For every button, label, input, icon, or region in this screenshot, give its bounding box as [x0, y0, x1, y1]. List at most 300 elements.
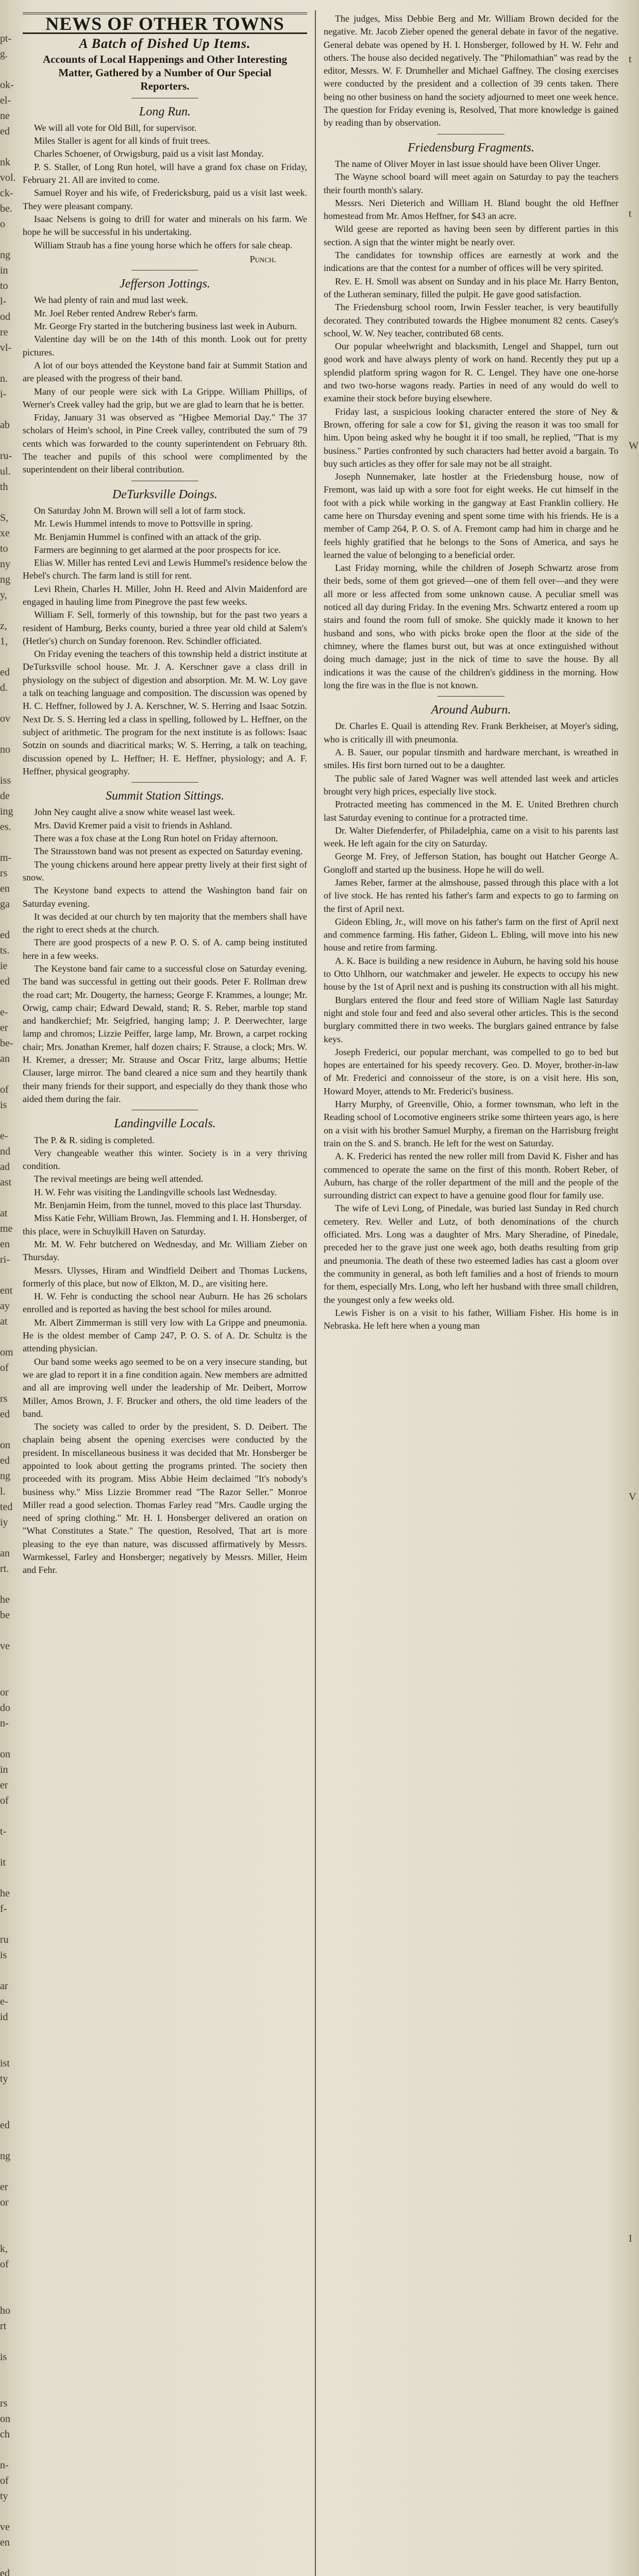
margin-fragment	[0, 1731, 18, 1747]
margin-fragment	[629, 1211, 639, 1226]
news-item: The Keystone band fair came to a successful close on Saturday evening. The band was successful in getting out their goods. Peter F. Rollman drew the road cart; Mr. Dougerty, the harness; George F. Krammes, a lounge; Mr. Orwig, camp chair; Edward Dewald, stand; R. S. Reber, marble top stand and handkerchief; Mr. Seigfried, hanging lamp; J. P. Deerwechter, large lamp and chromos; Lizzie Peiffer, large lamp, Mr. Brown, a carpet rocking chair; Mrs. Jonathan Kremer, half dozen chairs; F. Strause, a clock; Mrs. W. H. Kremer, a dresser; Mr. Strause and Oscar Fritz, large albums; Hettie Clauser, large mirror. The band cleared a nice sum and they heartily thank their many friends for their support, and especially do they thank those who aided them during the fair.	[23, 963, 307, 1104]
news-item: Charles Schoener, of Orwigsburg, paid us a visit last Monday.	[34, 148, 264, 159]
margin-fragment: vol.	[0, 172, 16, 183]
margin-fragment	[629, 129, 639, 144]
margin-fragment	[629, 608, 639, 623]
news-item: The revival meetings are being well attended.	[34, 1174, 204, 1184]
margin-fragment: er	[0, 1022, 8, 1033]
margin-fragment	[629, 1937, 639, 1953]
margin-fragment	[0, 1329, 18, 1345]
margin-fragment: t	[629, 54, 632, 65]
margin-fragment	[0, 2102, 18, 2117]
margin-fragment: vl-	[0, 342, 12, 353]
margin-fragment: y,	[0, 589, 7, 601]
section-title: Long Run.	[139, 105, 191, 118]
margin-fragment: at	[0, 1316, 8, 1327]
margin-fragment	[629, 1551, 639, 1566]
margin-fragment	[629, 299, 639, 314]
margin-fragment: d.	[0, 682, 8, 693]
news-item: There was a fox chase at the Long Run hotel on Friday afternoon.	[34, 833, 278, 844]
margin-fragment	[0, 649, 18, 665]
margin-fragment	[629, 392, 639, 407]
section-divider	[438, 696, 505, 697]
margin-fragment: rt	[0, 2320, 7, 2332]
margin-fragment	[629, 963, 639, 979]
margin-fragment	[629, 82, 639, 98]
news-item: Friday last, a suspicious looking character entered the store of Ney & Brown, offering for sale a cow for $1, giving the reason it was too small for him. Upon being asked why he bought it if too small, he replied, "That is my business." Parties confronted by such characters had better avoid a bargain. To buy such articles as they offer for sale may not be all straight.	[324, 406, 618, 469]
margin-fragment: n-	[0, 1718, 9, 1729]
margin-fragment	[629, 2076, 639, 2092]
margin-fragment	[0, 139, 18, 155]
margin-fragment	[629, 1504, 639, 1520]
news-item: The society was called to order by the president, S. D. Deibert. The chaplain being absent the opening exercises were conducted by the president. In miscellaneous business it was decided that Mr. Honsberger be appointed to look about getting the programs printed. The society then proceeded with its program. Miss Abbie Heim declaimed "It's nobody's business why." Miss Lizzie Brommer read "The Razor Seller." Monroe Miller read a good selection. Thomas Farley read "Mrs. Caudle urging the need of spring clothing." Mr. H. I. Honsberger delivered an oration on "What Constitutes a State." The question, Resolved, That art is more pleasing to the eye than nature, was discussed affirmatively by Messrs. Warmkessel, Farley and Honsberger; negatively by Messrs. Miller, Heim and Fehr.	[23, 1421, 307, 1575]
news-item: The young chickens around here appear pretty lively at their first sight of snow.	[23, 859, 307, 883]
margin-fragment	[629, 1118, 639, 1133]
margin-fragment: th	[0, 481, 8, 493]
margin-fragment: ed	[0, 126, 10, 137]
margin-fragment	[0, 1530, 18, 1546]
margin-fragment: is	[0, 1950, 7, 1961]
margin-fragment: on	[0, 2413, 10, 2425]
left-column	[23, 12, 307, 2576]
margin-fragment: nd	[0, 1146, 10, 1157]
margin-fragment	[629, 1875, 639, 1891]
news-item: A. K. Frederici has rented the new roller mill from David K. Fisher and has commenced to operate the same on the first of this month. Robert Reber, of Auburn, has charge of the roller department of the mill and the people of the surrounding district can expect to have a genuine good flour for family use.	[324, 1151, 618, 1201]
margin-fragment: er	[0, 1780, 8, 1791]
margin-fragment: ng	[0, 249, 10, 261]
margin-fragment	[629, 175, 639, 191]
margin-fragment: ru	[0, 1934, 9, 1945]
news-item: Last Friday morning, while the children of Joseph Schwartz arose from their beds, some of them got grieved—one of them fell over—and they were all more or less affected from some unknown cause. A peculiar smell was noticed all day during Friday. In the evening Mrs. Schwartz entered a room up stairs and found the room full of smoke. She quickly made it known to her husband and sons, who with picks broke open the floor at the side of the chimney, where the flames burst out, but was at once extinguished without doing much damage; just in the nick of time to save the house. By all indications it was the cause of the children's giddiness in the morning. How long the fire was in the flue is not known.	[324, 563, 618, 690]
news-item: Rev. E. H. Smoll was absent on Sunday and in his place Mr. Harry Benton, of the Lutheran seminary, filled the pulpit. He gave good satisfaction.	[324, 276, 618, 299]
margin-fragment: of	[0, 1795, 9, 1806]
margin-fragment	[629, 2014, 639, 2030]
margin-fragment: is	[0, 1099, 7, 1111]
margin-fragment: ab	[0, 419, 10, 431]
margin-fragment: ed	[0, 976, 10, 987]
margin-fragment	[629, 1582, 639, 1597]
right-margin-fragments	[629, 21, 639, 2576]
margin-fragment	[629, 1953, 639, 1968]
margin-fragment	[629, 1056, 639, 1072]
margin-fragment	[0, 1190, 18, 1206]
margin-fragment	[629, 1350, 639, 1365]
margin-fragment	[629, 1798, 639, 1814]
margin-fragment	[629, 422, 639, 438]
margin-fragment: W	[629, 440, 638, 451]
news-item: Gideon Ebling, Jr., will move on his father's farm on the first of April next and commence farming. His father, Gideon L. Ebling, will move into his new house and retire from farming.	[324, 916, 618, 953]
margin-fragment	[629, 1365, 639, 1381]
news-item: Valentine day will be on the 14th of this month. Look out for pretty pictures.	[23, 334, 307, 358]
margin-fragment: at	[0, 1208, 8, 1219]
margin-fragment	[0, 1267, 18, 1283]
margin-fragment: rs	[0, 1393, 8, 1404]
margin-fragment	[0, 1623, 18, 1638]
margin-fragment: e-	[0, 1996, 8, 2007]
margin-fragment	[0, 603, 18, 618]
margin-fragment	[629, 716, 639, 732]
margin-fragment	[629, 98, 639, 113]
news-item: Protracted meeting has commenced in the M. E. United Brethren church last Saturday evening to continue for a protracted time.	[324, 799, 618, 823]
margin-fragment	[0, 835, 18, 850]
margin-fragment	[629, 855, 639, 871]
margin-fragment: od	[0, 311, 10, 323]
margin-fragment: iss	[0, 775, 11, 786]
news-item: The name of Oliver Moyer in last issue should have been Oliver Unger.	[335, 158, 601, 169]
margin-fragment	[629, 1829, 639, 1844]
margin-fragment	[629, 701, 639, 716]
margin-fragment	[0, 2087, 18, 2102]
margin-fragment: ul.	[0, 466, 11, 477]
margin-fragment: re	[0, 327, 8, 338]
news-item: A. B. Sauer, our popular tinsmith and hardware merchant, is wreathed in smiles. His first born turned out to be a daughter.	[324, 747, 618, 771]
news-item: We had plenty of rain and mud last week.	[34, 295, 188, 306]
margin-fragment	[629, 1319, 639, 1334]
margin-fragment	[629, 2184, 639, 2200]
margin-fragment	[629, 283, 639, 299]
margin-fragment: ri-	[0, 1254, 10, 1265]
margin-fragment: an	[0, 1053, 10, 1064]
margin-fragment	[0, 2164, 18, 2179]
margin-fragment: l-	[0, 296, 7, 307]
page-title: NEWS OF OTHER TOWNS	[23, 12, 307, 34]
margin-fragment: is	[0, 2351, 7, 2363]
margin-fragment	[629, 2092, 639, 2107]
margin-fragment	[629, 793, 639, 809]
margin-fragment	[629, 1721, 639, 1736]
margin-fragment: er	[0, 2181, 8, 2193]
margin-fragment: no	[0, 744, 10, 755]
margin-fragment: on	[0, 1439, 10, 1451]
margin-fragment	[629, 1443, 639, 1458]
margin-fragment: ed	[0, 2568, 10, 2576]
news-item: Our band some weeks ago seemed to be on a very insecure standing, but we are glad to report it in a fine condition again. New members are admitted and all are improving well under the leadership of Mr. Deibert, Morrow Miller, Amos Brown, J. F. Brucker and others, the old time leaders of the band.	[23, 1356, 307, 1419]
margin-fragment	[629, 1195, 639, 1211]
margin-fragment	[629, 515, 639, 531]
margin-fragment	[629, 1597, 639, 1613]
margin-fragment	[0, 2550, 18, 2566]
margin-fragment: ted	[0, 1501, 13, 1513]
margin-fragment	[629, 886, 639, 902]
margin-fragment	[629, 531, 639, 546]
margin-fragment	[629, 762, 639, 778]
margin-fragment: in	[0, 265, 8, 276]
margin-fragment: or	[0, 2197, 9, 2208]
margin-fragment	[0, 1839, 18, 1855]
margin-fragment: id	[0, 2011, 8, 2023]
margin-fragment	[0, 2210, 18, 2226]
news-item: The judges, Miss Debbie Berg and Mr. William Brown decided for the negative. Mr. Jacob Zieber opened the general debate in favor of the negative. General debate was opened by H. I. Honsberger, followed by H. W. Fehr and others. The house also decided negatively. The "Philomathian" was read by the editor, Messrs. W. F. Drumheller and Michael Gaffney. The closing exercises were conducted by the president and a collection of 39 cents taken. There being no other business on hand the society adjourned to meet one week hence. The question for Friday evening is, Resolved, That more knowledge is gained by reading than by observation.	[324, 13, 618, 128]
margin-fragment	[0, 1113, 18, 1128]
news-item: Farmers are beginning to get alarmed at the poor prospects for ice.	[34, 544, 281, 555]
column-divider	[315, 10, 316, 2576]
margin-fragment	[629, 2045, 639, 2061]
margin-fragment	[629, 979, 639, 994]
margin-fragment	[629, 1968, 639, 1984]
margin-fragment	[0, 2040, 18, 2056]
margin-fragment	[0, 433, 18, 448]
margin-fragment: in	[0, 1764, 8, 1775]
margin-fragment	[0, 2334, 18, 2349]
news-item: It was decided at our church by ten majority that the members shall have the right to erect sheds at the church.	[23, 911, 307, 935]
news-item: James Reber, farmer at the almshouse, passed through this place with a lot of live stock. He has rented his father's farm and expects to go to farming on the first of April next.	[324, 877, 618, 914]
news-item: Mr. George Fry started in the butchering business last week in Auburn.	[34, 321, 297, 332]
margin-fragment: be	[0, 1609, 10, 1621]
margin-fragment: iy	[0, 1517, 8, 1528]
margin-fragment	[629, 670, 639, 685]
news-item: Elias W. Miller has rented Levi and Lewis Hummel's residence below the Hebel's church. The farm land is still for rent.	[23, 557, 307, 581]
margin-fragment: ny	[0, 558, 10, 570]
margin-fragment	[629, 1180, 639, 1195]
margin-fragment	[629, 1288, 639, 1303]
news-item: H. W. Fehr is conducting the school near Auburn. He has 26 scholars enrolled and is reported as having the best school for miles around.	[23, 1291, 307, 1315]
margin-fragment	[629, 113, 639, 129]
margin-fragment: ng	[0, 574, 10, 585]
margin-fragment	[629, 2138, 639, 2154]
margin-fragment	[629, 1767, 639, 1783]
news-item: Joseph Nunnemaker, late hostler at the Friedensburg house, now of Fremont, was laid up with a sore foot for eight weeks. He cut himself in the foot with a pick while working in the gangway at East Franklin colliery. He came here on Thursday evening and spent some time with his friends. He is a member of Camp 264, P. O. S. of A. Fremont camp had him in charge and he feels highly gratified that he belongs to the Sons of America, and says he learned the value of belonging to a beneficial order.	[324, 471, 618, 560]
margin-fragment: ts.	[0, 945, 10, 956]
margin-fragment: rs	[0, 2398, 8, 2409]
margin-fragment	[629, 994, 639, 1010]
margin-fragment: e-	[0, 1130, 8, 1142]
margin-fragment	[629, 1473, 639, 1489]
news-item: Wild geese are reported as having been seen by different parties in this section. A sign that the winter might be nearly over.	[324, 224, 618, 247]
news-item: The Wayne school board will meet again on Saturday to pay the teachers their fourth month's salary.	[324, 172, 618, 195]
news-item: Messrs. Ulysses, Hiram and Windfield Deibert and Thomas Luckens, formerly of this place, but now of Elkton, M. D., are visiting here.	[23, 1265, 307, 1289]
margin-fragment	[629, 1257, 639, 1273]
margin-fragment	[0, 2272, 18, 2287]
margin-fragment	[0, 402, 18, 417]
margin-fragment	[629, 407, 639, 422]
margin-fragment: ent	[0, 1285, 13, 1296]
margin-fragment	[629, 21, 639, 36]
margin-fragment	[0, 1669, 18, 1685]
margin-fragment	[629, 268, 639, 283]
margin-fragment: do	[0, 1702, 10, 1714]
margin-fragment	[629, 1922, 639, 1937]
margin-fragment: om	[0, 1347, 13, 1358]
margin-fragment: he	[0, 1888, 10, 1899]
margin-fragment	[0, 726, 18, 742]
margin-fragment	[629, 917, 639, 933]
correspondent-signature: Punch.	[249, 253, 276, 264]
margin-fragment: m-	[0, 852, 12, 863]
margin-fragment	[629, 469, 639, 484]
margin-fragment	[629, 778, 639, 793]
news-section	[23, 270, 307, 476]
margin-fragment	[629, 330, 639, 345]
news-item: We will all vote for Old Bill, for supervisor.	[34, 122, 197, 133]
section-title: Around Auburn.	[431, 703, 511, 717]
margin-fragment	[629, 1814, 639, 1829]
margin-fragment	[629, 1659, 639, 1674]
margin-fragment	[629, 933, 639, 948]
news-item: Joseph Frederici, our popular merchant, was compelled to go to bed but hopes are entertained for his speedy recovery. Geo. D. Moyer, brother-in-law of Mr. Frederici and connoisseur of the store, is on a visit here. His son, Howard Moyer, attends to Mr. Frederici's business.	[324, 1046, 618, 1096]
margin-fragment: of	[0, 1362, 9, 1374]
margin-fragment	[0, 1808, 18, 1824]
margin-fragment	[0, 1917, 18, 1932]
margin-fragment	[0, 2133, 18, 2148]
news-item: Mr. Benjamin Hummel is confined with an attack of the grip.	[34, 531, 261, 542]
section-title: Landingville Locals.	[114, 1117, 216, 1131]
margin-fragment	[0, 757, 18, 773]
margin-fragment	[0, 2287, 18, 2303]
news-item: Miss Katie Fehr, William Brown, Jas. Flemming and I. H. Honsberger, of this place, were in Schuylkill Haven on Saturday.	[23, 1213, 307, 1236]
margin-fragment	[0, 2504, 18, 2519]
news-item: Mr. Benjamin Heim, from the tunnel, moved to this place last Thursday.	[34, 1200, 301, 1211]
news-item: The wife of Levi Long, of Pinedale, was buried last Sunday in Red church cemetery. Rev. Weller and Lutz, of both denominations of the church officiated. Mrs. Long was a daughter of Mrs. Mary Sheradine, of Pinedale, preceded her to the grave just one week ago, both deaths resulting from grip and pneumonia. The death of these two esteemed ladies has cast a gloom over the community in general, as both left families and a host of friends to mourn for them, especially Mrs. Long, who left her husband with three small children, the youngest only a few weeks old.	[324, 1203, 618, 1305]
margin-fragment	[629, 36, 639, 52]
margin-fragment	[629, 1427, 639, 1443]
margin-fragment	[629, 809, 639, 824]
margin-fragment	[629, 361, 639, 376]
margin-fragment	[629, 2200, 639, 2215]
news-section	[23, 481, 307, 778]
news-item: Mr. M. W. Fehr butchered on Wednesday, and Mr. William Zieber on Thursday.	[23, 1239, 307, 1263]
margin-fragment: el-	[0, 95, 11, 106]
margin-fragment: ad	[0, 1161, 10, 1173]
news-item: There are good prospects of a new P. O. S. of A. camp being instituted here in a few weeks.	[23, 937, 307, 961]
news-section	[324, 696, 618, 1332]
subheadline: A Batch of Dished Up Items.	[79, 36, 251, 52]
margin-fragment: z,	[0, 620, 7, 632]
margin-fragment	[629, 222, 639, 237]
margin-fragment	[629, 1674, 639, 1690]
margin-fragment	[629, 824, 639, 840]
margin-fragment	[629, 685, 639, 701]
left-margin-fragments	[0, 31, 18, 2576]
news-item: Lewis Fisher is on a visit to his father, William Fisher. His home is in Nebraska. He left here when a young man	[324, 1307, 618, 1331]
section-title: DeTurksville Doings.	[112, 487, 217, 501]
news-item: Dr. Charles E. Quail is attending Rev. Frank Berkheiser, at Moyer's siding, who is critically ill with pneumonia.	[324, 721, 618, 744]
left-sections	[23, 106, 307, 1577]
margin-fragment: ed	[0, 2120, 10, 2131]
margin-fragment	[629, 2061, 639, 2076]
margin-fragment: ng	[0, 2150, 10, 2162]
margin-fragment	[629, 840, 639, 855]
news-item: The Friedensburg school room, Irwin Fessler teacher, is very beautifully decorated. They contributed towards the Higbee monument 82 cents. Casey's school, W. W. Ney teacher, contributed 68 cents.	[324, 302, 618, 338]
margin-fragment	[629, 1334, 639, 1350]
news-item: Samuel Royer and his wife, of Fredericksburg, paid us a visit last week. They were pleasant company.	[23, 188, 307, 211]
section-title: Jefferson Jottings.	[120, 277, 210, 291]
news-item: A. K. Bace is building a new residence in Auburn, he having sold his house to Otto Uhlhorn, our watchmaker and jeweler. He expects to occupy his new house by the 1st of April next and is pushing its construction with all his might.	[324, 955, 618, 992]
margin-fragment	[629, 562, 639, 577]
margin-fragment: ed	[0, 667, 10, 678]
margin-fragment: ck-	[0, 188, 13, 199]
margin-fragment: an	[0, 1548, 10, 1559]
margin-fragment: ar	[0, 1980, 8, 1992]
margin-fragment	[629, 252, 639, 268]
margin-fragment	[629, 871, 639, 886]
margin-fragment	[629, 1705, 639, 1721]
margin-fragment	[629, 1736, 639, 1752]
margin-fragment	[0, 1376, 18, 1391]
margin-fragment	[629, 1844, 639, 1860]
margin-fragment: ty	[0, 2490, 8, 2502]
margin-fragment: xe	[0, 528, 10, 539]
news-item: William Straub has a fine young horse which he offers for sale cheap.	[34, 240, 293, 250]
margin-fragment: 1,	[0, 636, 8, 647]
margin-fragment: it	[0, 1857, 6, 1868]
margin-fragment	[0, 2226, 18, 2241]
margin-fragment	[629, 1242, 639, 1257]
margin-fragment	[629, 1087, 639, 1103]
margin-fragment: n.	[0, 373, 8, 384]
margin-fragment	[629, 948, 639, 963]
news-item: John Ney caught alive a snow white weasel last week.	[34, 807, 235, 818]
margin-fragment	[629, 1891, 639, 1906]
margin-fragment	[629, 1025, 639, 1041]
margin-fragment	[0, 2365, 18, 2380]
margin-fragment	[629, 376, 639, 392]
margin-fragment	[0, 2380, 18, 2396]
margin-fragment	[629, 1072, 639, 1087]
margin-fragment	[629, 314, 639, 330]
margin-fragment	[629, 1999, 639, 2014]
margin-fragment	[0, 2025, 18, 2040]
news-item: Mrs. David Kremer paid a visit to friends in Ashland.	[34, 820, 232, 831]
margin-fragment: ay	[0, 1300, 10, 1312]
margin-fragment: ho	[0, 2305, 10, 2316]
news-item: A lot of our boys attended the Keystone band fair at Summit Station and are pleased with the progress of their band.	[23, 360, 307, 384]
margin-fragment	[629, 577, 639, 592]
margin-fragment: of	[0, 2259, 9, 2270]
margin-fragment: ist	[0, 2058, 10, 2069]
margin-fragment: en	[0, 883, 10, 894]
margin-fragment: t-	[0, 1826, 7, 1837]
margin-fragment	[0, 1066, 18, 1082]
margin-fragment: to	[0, 280, 8, 292]
margin-fragment: ng	[0, 1470, 10, 1482]
margin-fragment: ed	[0, 1409, 10, 1420]
news-item: On Friday evening the teachers of this township held a district institute at DeTurksville school house. Mr. J. A. Kerschner gave a class drill in physiology on the subject of digestion and absorption. Mr. M. W. Loy gave a talk on teaching language and composition. The discussion was opened by H. C. Heffner, followed by J. A. Kerschner, W. S. Herring and Isaac Sotzin. Next Dr. S. S. Herring led a class in spelling, followed by L. Heffner, on the subject of arithmetic. The program for the next institute is as follows: Isaac Sotzin on sounds and diacritical marks; W. S. Herring, a talk on teaching, discussion opened by L. Heffner; H. E. Heffner, physiology; and A. F. Heffner, physical geography.	[23, 649, 307, 776]
margin-fragment	[629, 1690, 639, 1705]
margin-fragment	[629, 1628, 639, 1643]
margin-fragment	[0, 1654, 18, 1669]
margin-fragment: V	[629, 1491, 636, 1502]
margin-fragment	[629, 1783, 639, 1798]
margin-fragment	[0, 355, 18, 371]
deck-text: Accounts of Local Happenings and Other Interesting Matter, Gathered by a Number of Our Special Reporters.	[42, 53, 288, 92]
margin-fragment	[0, 1422, 18, 1437]
news-item: Dr. Walter Diefenderfer, of Philadelphia, came on a visit to his parents last week. He left again for the city on Saturday.	[324, 825, 618, 849]
margin-fragment	[629, 2215, 639, 2231]
margin-fragment	[629, 639, 639, 654]
margin-fragment: rs	[0, 868, 8, 879]
margin-fragment: f-	[0, 1903, 7, 1914]
news-section	[23, 106, 307, 266]
margin-fragment: i-	[0, 388, 7, 400]
news-item: Isaac Nelsens is going to drill for water and minerals on his farm. We hope he will be successful in his undertaking.	[23, 213, 307, 238]
margin-fragment: ch	[0, 2429, 10, 2440]
margin-fragment: pt-	[0, 33, 12, 44]
news-item: Messrs. Neri Dieterich and William H. Bland bought the old Heffner homestead from Mr. Amos Heffner, for $43 an acre.	[324, 197, 618, 222]
margin-fragment: nk	[0, 157, 10, 168]
margin-fragment: g.	[0, 48, 8, 60]
margin-fragment	[629, 1133, 639, 1149]
margin-fragment	[629, 1164, 639, 1180]
news-item: The candidates for township offices are earnestly at work and the indications are that the contest for a number of offices will be very spirited.	[324, 250, 618, 274]
margin-fragment	[629, 484, 639, 500]
margin-fragment	[629, 1412, 639, 1427]
news-item: George M. Frey, of Jefferson Station, has bought out Hatcher George A. Gongloff and started up the business. Hope he will do well.	[324, 851, 618, 875]
news-item: Many of our people were sick with La Grippe. William Phillips, of Werner's Creek valley had the grip, but we are glad to learn that he is better.	[23, 386, 307, 410]
margin-fragment	[629, 1041, 639, 1056]
margin-fragment: t	[629, 208, 632, 219]
section-title: Friedensburg Fragments.	[408, 141, 534, 155]
margin-fragment: ast	[0, 1177, 12, 1188]
